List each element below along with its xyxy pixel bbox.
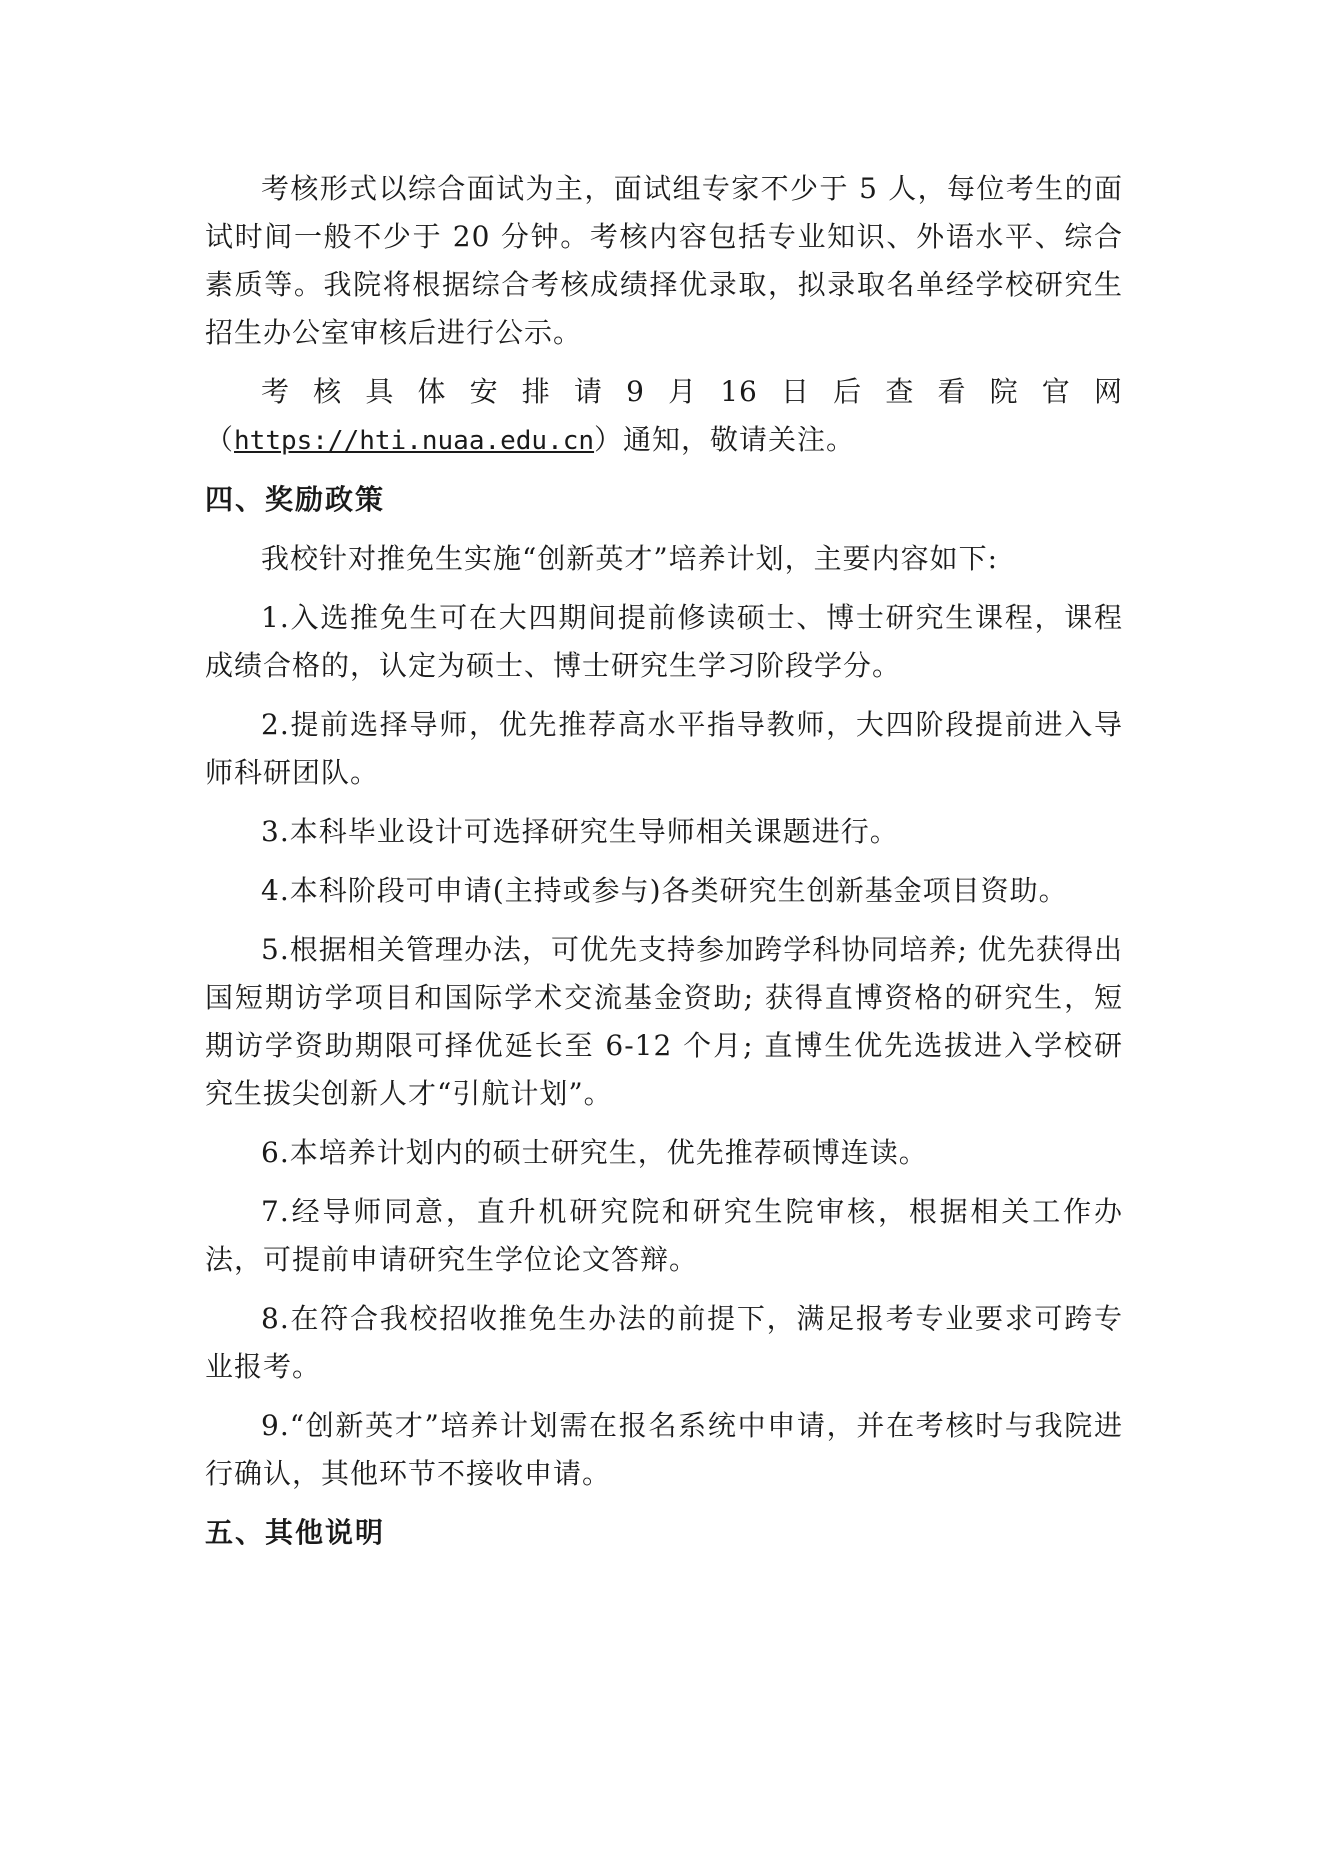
schedule-char: 16: [720, 375, 758, 408]
schedule-char: 后: [833, 375, 863, 408]
rewards-item: 9.“创新英才”培养计划需在报名系统中申请，并在考核时与我院进行确认，其他环节不接收申请。: [205, 1409, 1123, 1490]
rewards-item: 7.经导师同意，直升机研究院和研究生院审核，根据相关工作办法，可提前申请研究生学位论文答辩。: [205, 1195, 1123, 1276]
rewards-item: 2.提前选择导师，优先推荐高水平指导教师，大四阶段提前进入导师科研团队。: [205, 708, 1123, 789]
schedule-char: 具: [365, 375, 395, 408]
schedule-char: 9: [626, 375, 645, 408]
rewards-intro: 我校针对推免生实施“创新英才”培养计划，主要内容如下:: [261, 542, 999, 575]
section-heading-rewards: 四、奖励政策: [205, 483, 386, 516]
schedule-char: 查: [885, 375, 915, 408]
rewards-item: 3.本科毕业设计可选择研究生导师相关课题进行。: [261, 815, 899, 848]
schedule-link-line: [205, 416, 1123, 465]
section-heading-other: 五、其他说明: [205, 1516, 386, 1549]
college-website-link[interactable]: https://hti.nuaa.edu.cn: [234, 426, 595, 456]
rewards-item: 5.根据相关管理办法，可优先支持参加跨学科协同培养; 优先获得出国短期访学项目和国际学术交流基金资助; 获得直博资格的研究生，短期访学资助期限可择优延长至 6-12 个月; 直博生优先选拔进入学校研究生拔尖创新人才“引航计划”。: [205, 933, 1123, 1110]
schedule-char: 核: [313, 375, 343, 408]
schedule-char: 考: [261, 375, 291, 408]
schedule-char: 看: [937, 375, 967, 408]
rewards-item: 8.在符合我校招收推免生办法的前提下，满足报考专业要求可跨专业报考。: [205, 1302, 1123, 1383]
schedule-char: 排: [521, 375, 551, 408]
schedule-char: 日: [781, 375, 811, 408]
assessment-paragraph: 考核形式以综合面试为主，面试组专家不少于 5 人，每位考生的面试时间一般不少于 20 分钟。考核内容包括专业知识、外语水平、综合素质等。我院将根据综合考核成绩择优录取，拟录取名单经学校研究生招生办公室审核后进行公示。: [205, 172, 1123, 349]
rewards-item: 6.本培养计划内的硕士研究生，优先推荐硕博连读。: [261, 1136, 928, 1169]
schedule-char: 请: [573, 375, 603, 408]
schedule-char: 官: [1041, 375, 1071, 408]
schedule-char: 体: [417, 375, 447, 408]
rewards-item: 1.入选推免生可在大四期间提前修读硕士、博士研究生课程，课程成绩合格的，认定为硕士、博士研究生学习阶段学分。: [205, 601, 1123, 682]
schedule-char: 院: [989, 375, 1019, 408]
schedule-char: 月: [668, 375, 698, 408]
schedule-line: [205, 368, 1123, 416]
schedule-char: 网: [1093, 375, 1123, 408]
schedule-char: 安: [469, 375, 499, 408]
document-page: [205, 165, 1123, 1557]
rewards-item: 4.本科阶段可申请(主持或参与)各类研究生创新基金项目资助。: [261, 874, 1068, 907]
open-paren: （: [205, 423, 235, 456]
schedule-tail: ）通知，敬请关注。: [594, 423, 856, 456]
